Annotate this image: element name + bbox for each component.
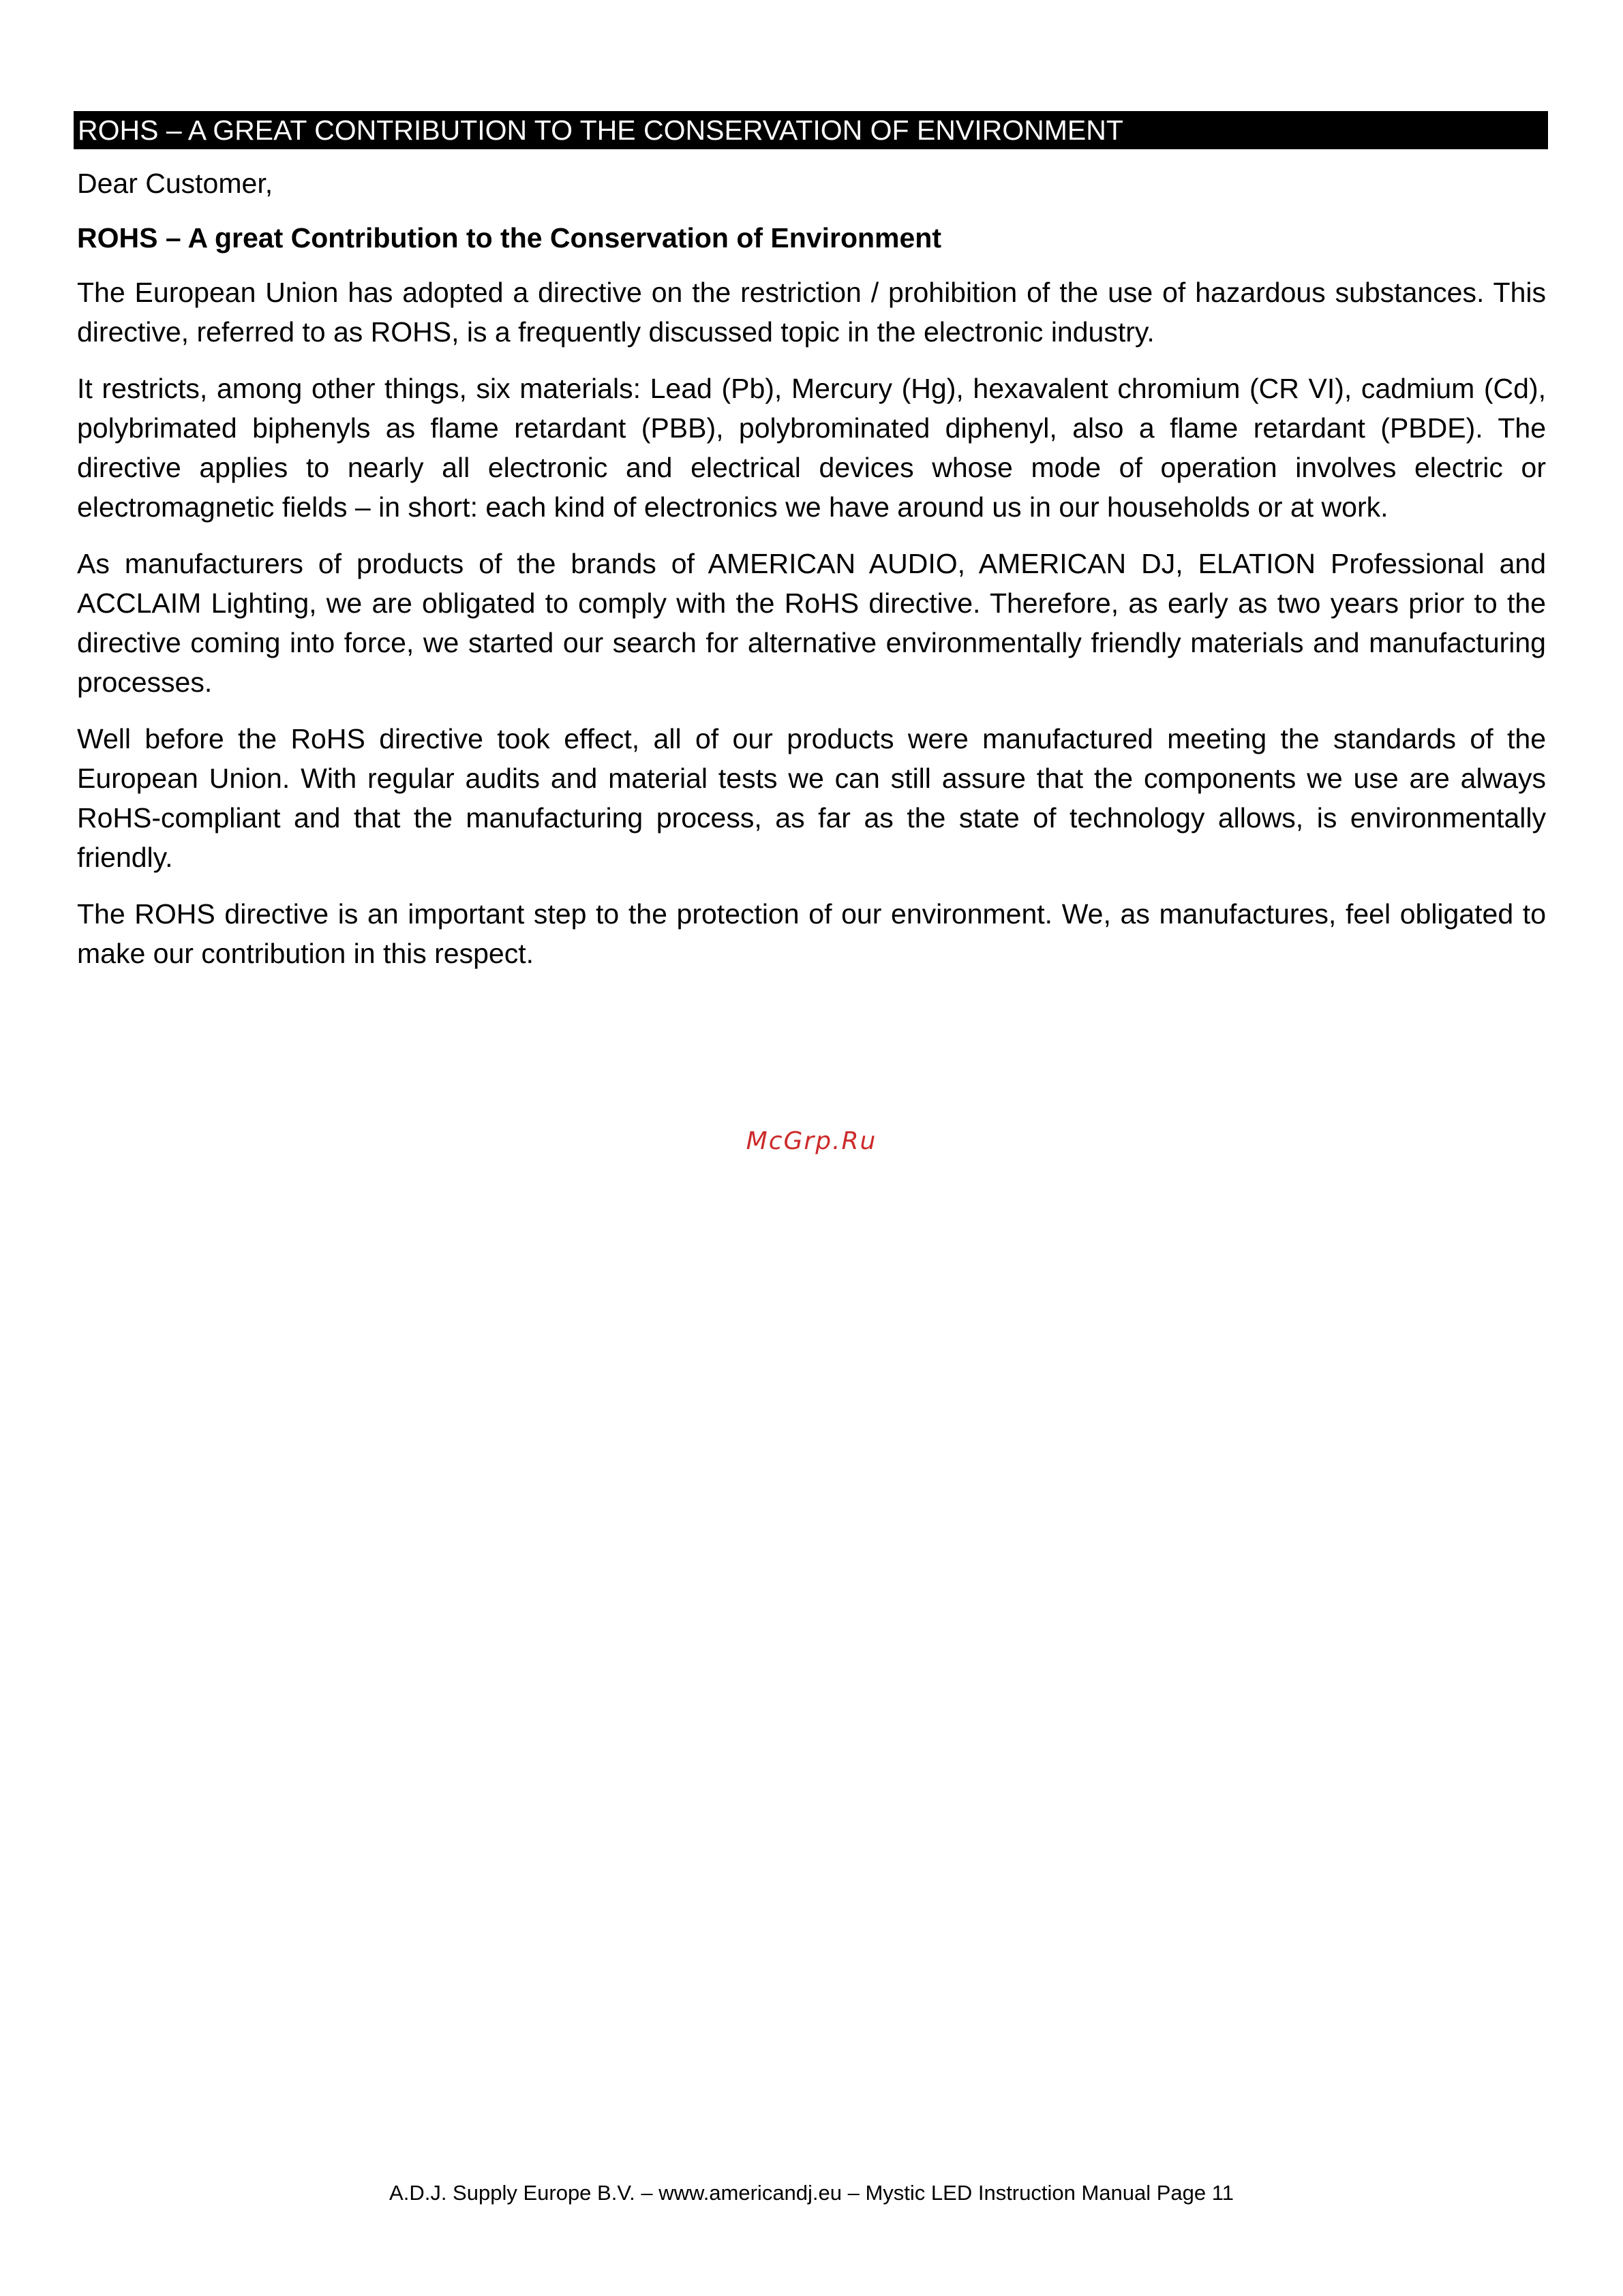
- paragraph-compliance: Well before the RoHS directive took effect, all of our products were manufactured meeting the standards of the European Union. With regular audits and material tests we can still assure that the components we use are always RoHS-compliant and that the manufacturing process, as far as the state of technology allows, is environmentally friendly.: [77, 723, 1546, 873]
- page-footer: A.D.J. Supply Europe B.V. – www.americandj.eu – Mystic LED Instruction Manual Page 11: [389, 2181, 1234, 2205]
- subtitle: ROHS – A great Contribution to the Conservation of Environment: [77, 222, 941, 254]
- paragraph-conclusion: The ROHS directive is an important step to the protection of our environment. We, as manufactures, feel obligated to make our contribution in this respect.: [77, 898, 1546, 969]
- paragraph-restricted-materials: It restricts, among other things, six materials: Lead (Pb), Mercury (Hg), hexavalent chromium (CR VI), cadmium (Cd), polybrimated biphenyls as flame retardant (PBB), polybrominated diphenyl, also a flame retardant (PBDE). The directive applies to nearly all electronic and electrical devices whose mode of operation involves electric or electromagnetic fields – in short: each kind of electronics we have around us in our households or at work.: [77, 373, 1546, 523]
- section-heading: ROHS – A GREAT CONTRIBUTION TO THE CONSERVATION OF ENVIRONMENT: [74, 111, 1548, 149]
- salutation: Dear Customer,: [77, 168, 273, 199]
- body-text: [77, 164, 1546, 990]
- paragraph-directive-intro: The European Union has adopted a directive on the restriction / prohibition of the use of hazardous substances. This directive, referred to as ROHS, is a frequently discussed topic in the electronic industry.: [77, 277, 1546, 348]
- watermark: McGrp.Ru: [746, 1127, 877, 1155]
- paragraph-manufacturer-obligation: As manufacturers of products of the brands of AMERICAN AUDIO, AMERICAN DJ, ELATION Professional and ACCLAIM Lighting, we are obligated to comply with the RoHS directive. Therefore, as early as two years prior to the directive coming into force, we started our search for alternative environmentally friendly materials and manufacturing processes.: [77, 548, 1546, 698]
